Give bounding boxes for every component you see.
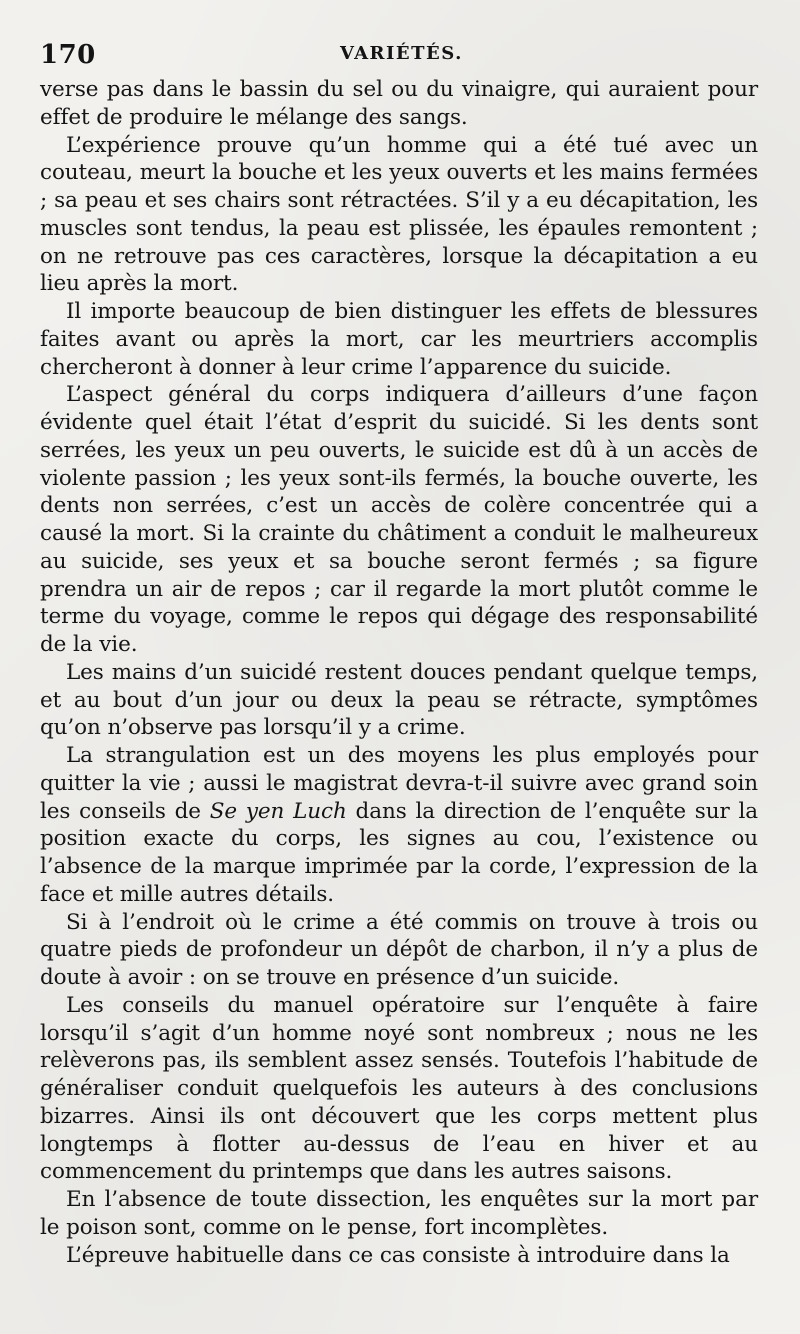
paragraph-test: L’épreuve habituelle dans ce cas consiste à introduire dans la: [66, 1242, 730, 1268]
page-header: [40, 40, 760, 76]
paragraph-wounds: Il importe beaucoup de bien distinguer les effets de blessures faites avant ou après la mort, car les meurtriers accomplis chercheront à donner à leur crime l’apparence du suicide.: [40, 299, 758, 380]
paragraph-strangulation: [40, 742, 758, 909]
author-name-italic: Se yen Luch: [209, 798, 347, 824]
running-head: VARIÉTÉS.: [340, 43, 463, 64]
paragraph-poison: En l’absence de toute dissection, les enquêtes sur la mort par le poison sont, comme on le pense, fort incomplètes.: [40, 1187, 758, 1240]
strangulation-text-start: La strangulation est un des moyens les plus employés pour quitter la vie ; aussi le magistrat devra-t-il suivre avec grand soin les conseils de: [40, 743, 758, 824]
paragraph-drowning: Les conseils du manuel opératoire sur l’enquête à faire lorsqu’il s’agit d’un homme noyé sont nombreux ; nous ne les relèverons pas, ils semblent assez sensés. Toutefois l’habitude de généraliser conduit quelquefois les auteurs à des conclusions bizarres. Ainsi ils ont découvert que les corps mettent plus longtemps à flotter au-dessus de l’eau en hiver et au commencement du printemps que dans les autres saisons.: [40, 992, 758, 1185]
paragraph-knife-death: L’expérience prouve qu’un homme qui a été tué avec un couteau, meurt la bouche et les yeux ouverts et les mains fermées ; sa peau et ses chairs sont rétractées. S’il y a eu décapitation, les muscles sont tendus, la peau est plissée, les épaules remontent ; on ne retrouve pas ces caractères, lorsque la décapitation a eu lieu après la mort.: [40, 132, 758, 297]
paragraph-continuation: verse pas dans le bassin du sel ou du vinaigre, qui auraient pour effet de produire le mélange des sangs.: [40, 77, 758, 130]
paragraph-charcoal: Si à l’endroit où le crime a été commis on trouve à trois ou quatre pieds de profondeur un dépôt de charbon, il n’y a plus de doute à avoir : on se trouve en présence d’un suicide.: [40, 909, 758, 990]
strangulation-text-end: dans la direction de l’enquête sur la position exacte du corps, les signes au cou, l’existence ou l’absence de la marque imprimée par la corde, l’expression de la face et mille autres détails.: [40, 798, 758, 907]
page-number: 170: [40, 40, 96, 70]
body-text: [40, 76, 758, 1269]
paragraph-general-aspect: L’aspect général du corps indiquera d’ailleurs d’une façon évidente quel était l’état d’esprit du suicidé. Si les dents sont serrées, les yeux un peu ouverts, le suicide est dû à un accès de violente passion ; les yeux sont-ils fermés, la bouche ouverte, les dents non serrées, c’est un accès de colère concentrée qui a causé la mort. Si la crainte du châtiment a conduit le malheureux au suicide, ses yeux et sa bouche seront fermés ; sa figure prendra un air de repos ; car il regarde la mort plutôt comme le terme du voyage, comme le repos qui dégage des responsabilité de la vie.: [40, 382, 758, 657]
paragraph-hands: Les mains d’un suicidé restent douces pendant quelque temps, et au bout d’un jour ou deux la peau se rétracte, symptômes qu’on n’observe pas lorsqu’il y a crime.: [40, 659, 758, 741]
